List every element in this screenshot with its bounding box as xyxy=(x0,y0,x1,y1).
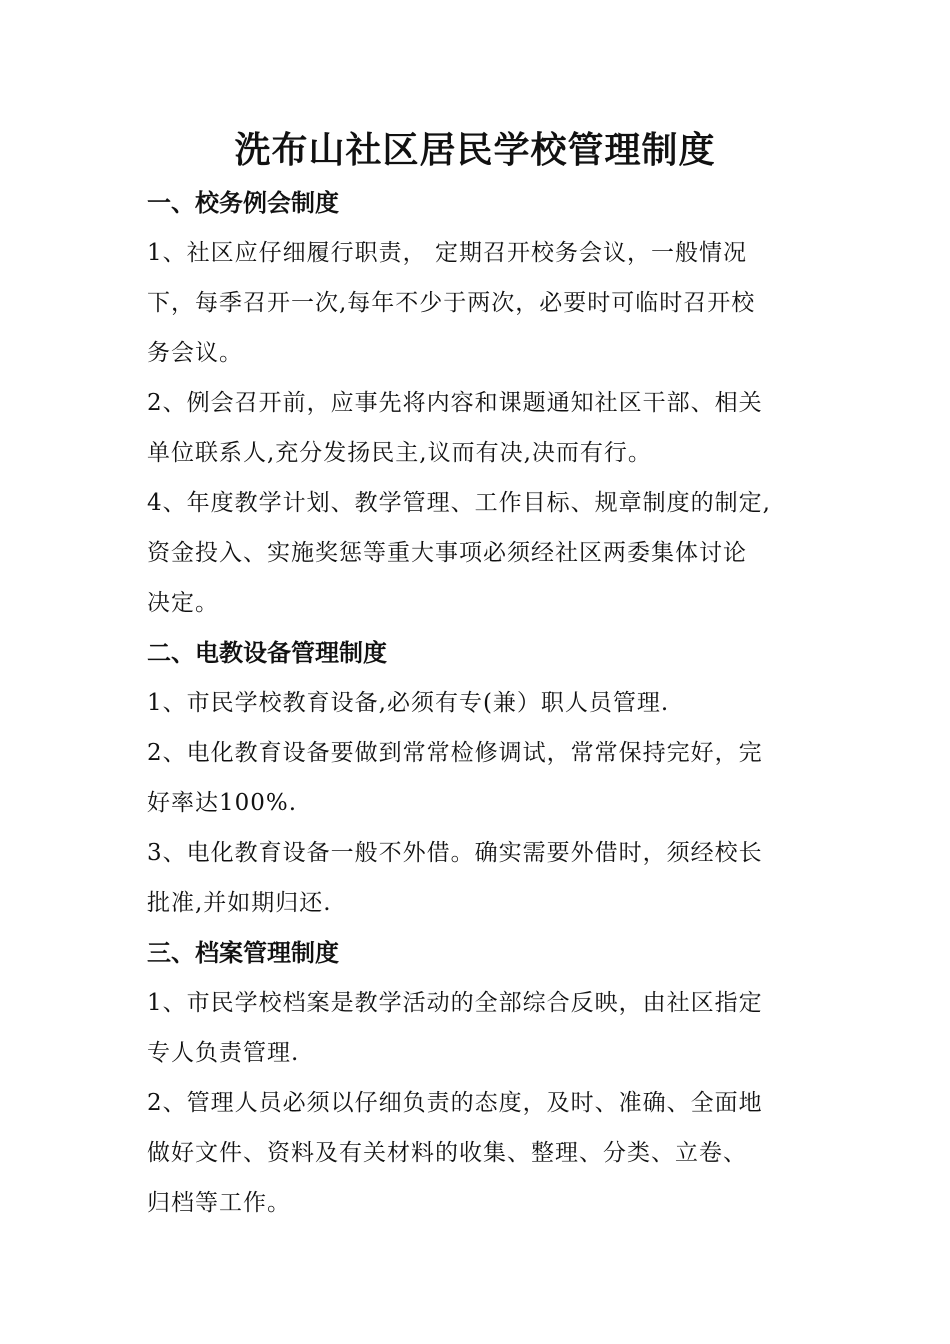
paragraph-line: 下，每季召开一次,每年不少于两次，必要时可临时召开校 xyxy=(147,290,756,316)
paragraph xyxy=(147,828,827,928)
paragraph xyxy=(147,1078,827,1228)
paragraph-line: 3、电化教育设备一般不外借。确实需要外借时，须经校长 xyxy=(147,840,763,866)
paragraph xyxy=(147,978,827,1078)
paragraph xyxy=(147,678,827,728)
section-heading: 二、电教设备管理制度 xyxy=(147,638,387,667)
paragraph xyxy=(147,228,827,378)
section-1 xyxy=(147,178,827,628)
section-3 xyxy=(147,928,827,1228)
paragraph-line: 2、电化教育设备要做到常常检修调试，常常保持完好，完 xyxy=(147,740,763,766)
paragraph xyxy=(147,728,827,828)
paragraph-line: 1、市民学校档案是教学活动的全部综合反映，由社区指定 xyxy=(147,990,763,1016)
paragraph-line: 4、年度教学计划、教学管理、工作目标、规章制度的制定, xyxy=(147,490,771,516)
paragraph-line: 资金投入、实施奖惩等重大事项必须经社区两委集体讨论 xyxy=(147,540,747,566)
paragraph-line: 做好文件、资料及有关材料的收集、整理、分类、立卷、 xyxy=(147,1140,747,1166)
paragraph-line: 好率达100%. xyxy=(147,790,298,816)
paragraph-line: 2、管理人员必须以仔细负责的态度，及时、准确、全面地 xyxy=(147,1090,763,1116)
paragraph-line: 务会议。 xyxy=(147,340,243,366)
section-2 xyxy=(147,628,827,928)
paragraph-line: 1、社区应仔细履行职责， 定期召开校务会议，一般情况 xyxy=(147,240,747,266)
section-heading: 三、档案管理制度 xyxy=(147,938,339,967)
paragraph-line: 单位联系人,充分发扬民主,议而有决,决而有行。 xyxy=(147,440,652,466)
paragraph-line: 决定。 xyxy=(147,590,219,616)
paragraph-line: 专人负责管理. xyxy=(147,1040,300,1066)
paragraph-line: 1、市民学校教育设备,必须有专(兼）职人员管理. xyxy=(147,690,670,716)
document-body xyxy=(147,178,827,1228)
paragraph-line: 批准,并如期归还. xyxy=(147,890,332,916)
paragraph xyxy=(147,378,827,478)
paragraph xyxy=(147,478,827,628)
section-heading: 一、校务例会制度 xyxy=(147,188,339,217)
document-title: 洗布山社区居民学校管理制度 xyxy=(234,129,716,171)
paragraph-line: 2、例会召开前，应事先将内容和课题通知社区干部、相关 xyxy=(147,390,763,416)
paragraph-line: 归档等工作。 xyxy=(147,1190,291,1216)
